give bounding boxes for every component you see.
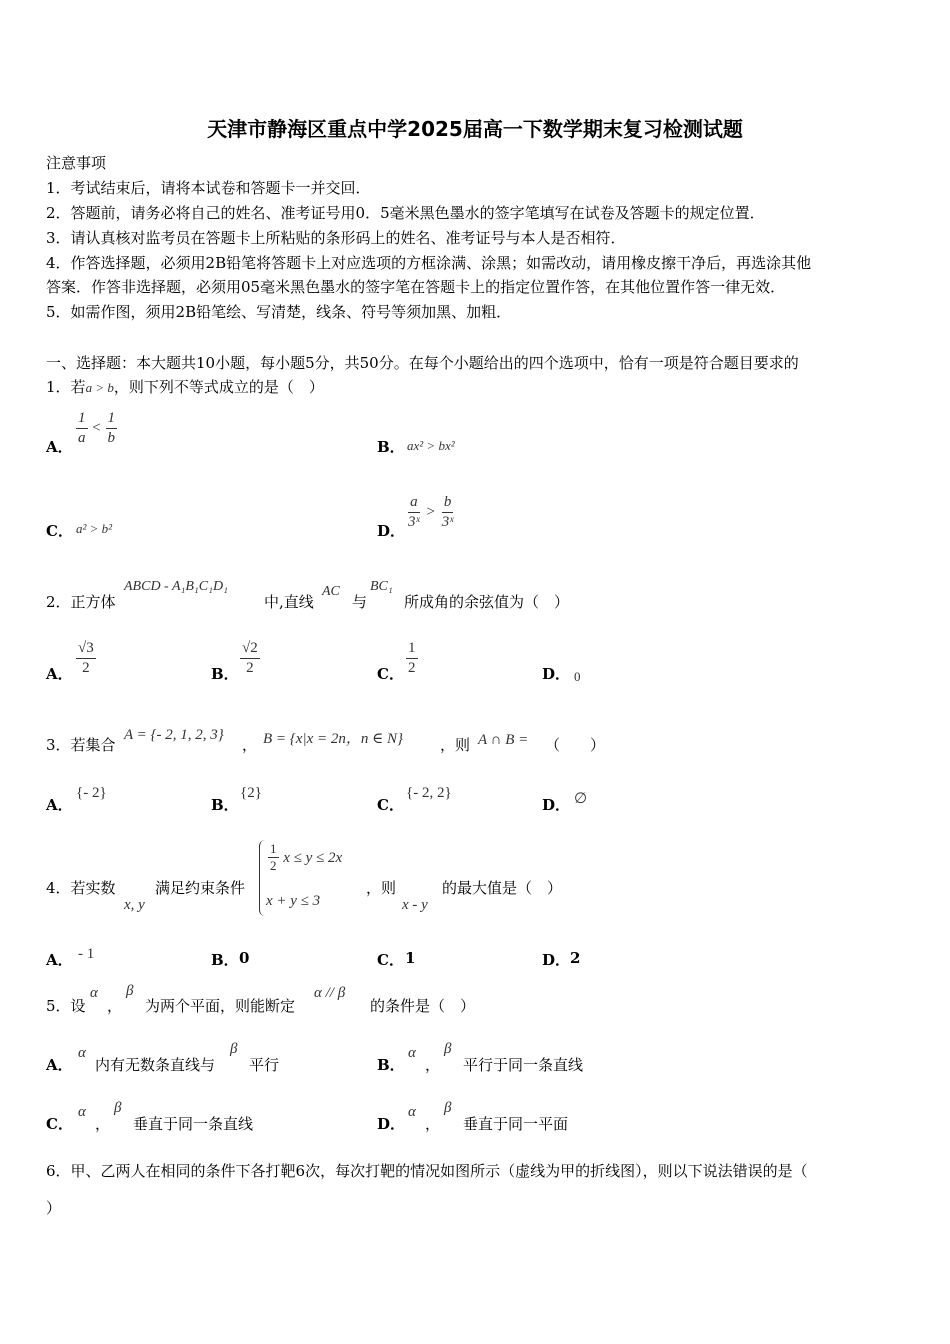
frac-den: 2 [82, 659, 90, 676]
question-4-stem [46, 877, 116, 898]
question-5-stem [46, 995, 86, 1016]
option-5a [46, 1054, 73, 1075]
option-a-math: {- 2} [76, 785, 107, 801]
option-text: ， [95, 1115, 111, 1133]
math-expr: B = {x|x = 2n，n ∈ N} [263, 731, 403, 747]
stem-text: 若实数 [70, 879, 116, 897]
notice-item: 4．作答选择题，必须用2B铅笔将答题卡上对应选项的方框涂满、涂黑；如需改动，请用橡皮擦干净后，再选涂其他 [46, 254, 812, 272]
relation: > [426, 504, 435, 520]
stem-text: 若 [70, 378, 86, 396]
frac-den: 2 [408, 659, 416, 676]
frac-num: 1 [406, 640, 418, 659]
option-label: D． [542, 951, 571, 969]
frac-den: 2 [270, 858, 277, 874]
math-expr: α // β [314, 985, 346, 1001]
notice-item: 1．考试结束后，请将本试卷和答题卡一并交回． [46, 179, 371, 197]
option-d-math: ∅ [574, 791, 588, 807]
option-value: 2 [570, 949, 581, 967]
option-label: A． [46, 1056, 73, 1074]
math-expr: x, y [124, 897, 145, 913]
math-expr: β [444, 1100, 452, 1116]
constraint-1 [268, 842, 342, 874]
math-expr: BC₁ [370, 579, 393, 594]
stem-text: ， [107, 997, 123, 1015]
option-label: B． [211, 796, 239, 814]
notice-heading: 注意事项 [46, 154, 107, 172]
notice-item: 3．请认真核对监考员在答题卡上所粘贴的条形码上的姓名、准考证号与本人是否相符． [46, 229, 626, 247]
option-label: D． [377, 1115, 406, 1133]
option-label: C． [377, 796, 404, 814]
frac-num: 1 [106, 410, 118, 429]
option-a-math [76, 410, 117, 446]
stem-text: 与 [352, 593, 368, 611]
option-label: A． [46, 665, 73, 683]
math-expr: A = {- 2, 1, 2, 3} [124, 727, 224, 743]
math-expr: a > b [85, 380, 114, 395]
frac-num: 1 [76, 410, 88, 429]
option-c-math: a² > b² [76, 521, 113, 536]
math-expr: β [114, 1100, 122, 1116]
frac-den: 2 [246, 659, 254, 676]
math-expr: x - y [402, 897, 428, 913]
math-expr: β [230, 1041, 238, 1057]
option-a-math: - 1 [78, 946, 95, 962]
option-label: D． [377, 522, 406, 540]
math-expr: AC [322, 584, 340, 599]
constraint-2: x + y ≤ 3 [266, 893, 321, 909]
math-expr: α [408, 1045, 416, 1061]
stem-text: ，则下列不等式成立的是（ ） [113, 378, 324, 396]
option-text: 垂直于同一平面 [463, 1115, 569, 1133]
stem-text: 中,直线 [264, 593, 314, 611]
option-value: 1 [405, 949, 416, 967]
option-label: A． [46, 951, 73, 969]
stem-text: 若集合 [70, 736, 116, 754]
option-label: B． [377, 438, 405, 456]
stem-text: ， [242, 736, 258, 754]
relation: < [92, 420, 101, 436]
option-label: A． [46, 438, 73, 456]
question-number: 1． [46, 378, 71, 396]
option-d-math: 0 [574, 669, 581, 684]
option-b-math: ax² > bx² [407, 438, 455, 453]
question-number: 2． [46, 593, 71, 611]
frac-num: √2 [240, 640, 260, 659]
math-expr: A ∩ B = [478, 732, 529, 748]
notice-item: 答案．作答非选择题，必须用05毫米黑色墨水的签字笔在答题卡上的指定位置作答，在其他位置作答一律无效． [46, 278, 786, 296]
option-label: D． [542, 665, 571, 683]
math-expr: α [90, 985, 98, 1001]
stem-text: 设 [70, 997, 86, 1015]
stem-text: 的条件是（ ） [370, 997, 476, 1015]
frac-num: 1 [268, 842, 279, 858]
math-expr: α [408, 1104, 416, 1120]
frac-num: √3 [76, 640, 96, 659]
stem-text: 正方体 [70, 593, 116, 611]
option-label: A． [46, 796, 73, 814]
frac-den: a [78, 429, 86, 446]
option-label: C． [46, 522, 73, 540]
math-expr: α [78, 1045, 86, 1061]
math-expr: β [444, 1041, 452, 1057]
option-b-math: {2} [240, 785, 262, 801]
frac-den: b [107, 429, 116, 446]
option-d-math [406, 494, 456, 530]
frac-num: b [442, 494, 454, 513]
notice-item: 5．如需作图，须用2B铅笔绘、写清楚，线条、符号等须加黑、加粗． [46, 303, 512, 321]
frac-den: 3ˣ [441, 513, 454, 530]
option-text: 平行于同一条直线 [463, 1056, 584, 1074]
question-number: 3． [46, 736, 71, 754]
notice-item: 2．答题前，请务必将自己的姓名、准考证号用0．5毫米黑色墨水的签字笔填写在试卷及答题卡的规定位置． [46, 204, 765, 222]
option-value: 0 [239, 949, 250, 967]
math-expr: ABCD - A₁B₁C₁D₁ [124, 579, 228, 594]
question-2-stem [46, 591, 116, 612]
question-number: 5． [46, 997, 71, 1015]
math-expr: β [126, 983, 134, 999]
option-label: B． [211, 665, 239, 683]
option-b-math [240, 640, 260, 676]
option-a-math [76, 640, 96, 676]
section-heading: 一、选择题：本大题共10小题，每小题5分，共50分。在每个小题给出的四个选项中，恰有一项是符合题目要求的 [46, 354, 799, 372]
option-label: C． [46, 1115, 73, 1133]
option-text: ， [425, 1056, 441, 1074]
question-6-stem: 6．甲、乙两人在相同的条件下各打靶6次，每次打靶的情况如图所示（虚线为甲的折线图），则以下说法错误的是（ [46, 1162, 808, 1180]
option-text: 内有无数条直线与 [95, 1056, 216, 1074]
question-6-stem-cont: ） [46, 1199, 62, 1217]
option-text: ， [425, 1115, 441, 1133]
option-text: 垂直于同一条直线 [133, 1115, 254, 1133]
frac-num: a [408, 494, 420, 513]
option-label: B． [377, 1056, 405, 1074]
question-3-stem [46, 734, 116, 755]
stem-text: ，则 [440, 736, 471, 754]
option-label: C． [377, 951, 404, 969]
option-label: C． [377, 665, 404, 683]
option-c-math [406, 640, 418, 676]
math-expr: α [78, 1104, 86, 1120]
option-label: D． [542, 796, 571, 814]
stem-text: 为两个平面，则能断定 [145, 997, 296, 1015]
stem-text: 所成角的余弦值为（ ） [404, 593, 570, 611]
question-number: 4． [46, 879, 71, 897]
option-text: 平行 [249, 1056, 280, 1074]
page-title: 天津市静海区重点中学2025届高一下数学期末复习检测试题 [207, 117, 743, 141]
stem-text: 满足约束条件 [155, 879, 246, 897]
option-c-math: {- 2, 2} [406, 785, 452, 801]
question-1-stem [46, 376, 324, 397]
math-expr: x ≤ y ≤ 2x [283, 849, 343, 866]
frac-den: 3ˣ [408, 513, 420, 530]
stem-text: ，则 [366, 879, 397, 897]
option-label: B． [211, 951, 239, 969]
stem-text: 的最大值是（ ） [442, 879, 563, 897]
stem-text: （ ） [545, 736, 606, 754]
